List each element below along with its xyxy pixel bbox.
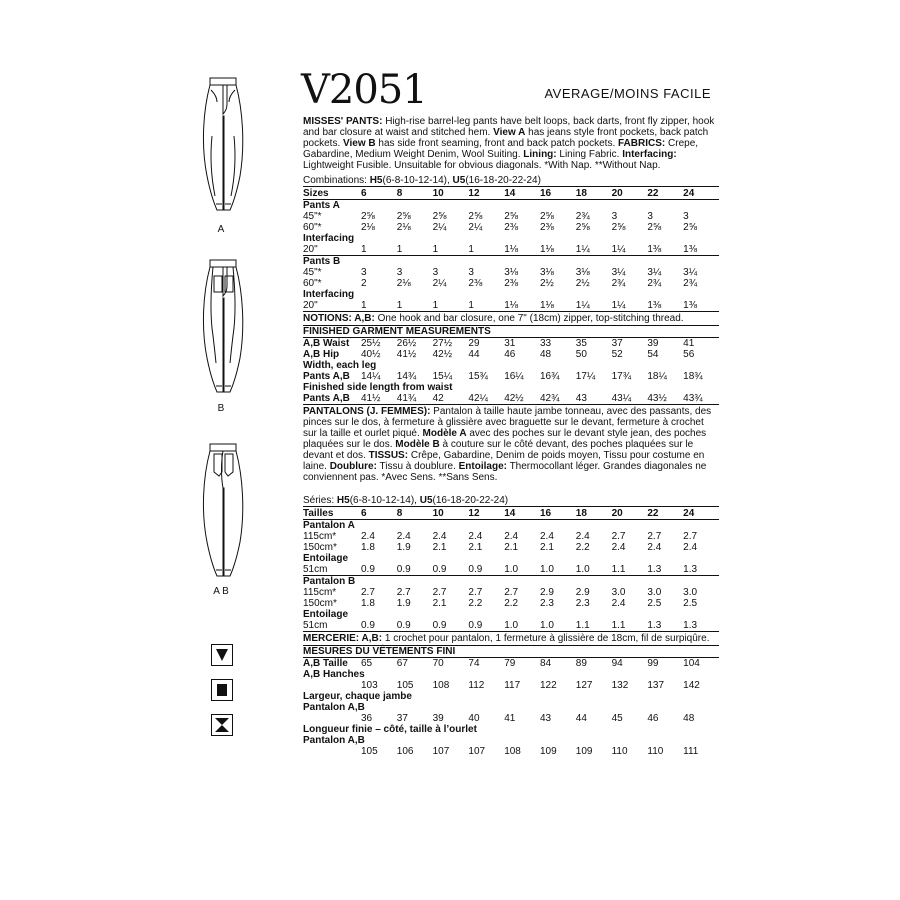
down-triangle-icon [211, 644, 233, 666]
measurements-table-en: A,B Waist 25½ 26½ 27½ 29 31 33 35 37 39 41 A,B Hip 40½ 41½ 42½ 44 46 48 50 52 54 56 Width, each leg Pants A,B 14¼ 14¾ 15¼ 15¾ 16¼ 16¾ 17¼ 17¾ 18¼ 18¾ Finished side length from waist Pants A,B 41½ 41¾ 42 42¼ 42½ 42¾ 43 43¼ 43½ 43¾ [303, 337, 719, 404]
fabric-symbols [211, 644, 235, 749]
yardage-table-en: Sizes 6 8 10 12 14 16 18 20 22 24 Pants A 45"* 2⅝ 2⅝ 2⅝ 2⅝ 2⅝ 2⅝ 2¾ 3 3 3 60"* 2⅛ 2⅛ 2¼ 2¼ 2⅜ 2⅜ 2⅝ 2⅝ 2⅝ 2⅝ Interfacing 20" 1 1 1 1 1⅛ 1⅛ 1¼ 1¼ 1⅜ 1⅜ Pants B 45"* 3 3 3 3 3⅛ 3⅛ 3⅛ 3¼ 3¼ 3¼ 60"* 2 2⅛ 2¼ 2⅜ 2⅜ 2½ 2½ 2¾ 2¾ 2¾ Interfacing 20" 1 1 1 1 1⅛ 1⅛ 1¼ 1¼ 1⅜ 1⅜ [303, 186, 719, 311]
combinations-en: Combinations: H5(6-8-10-12-14), U5(16-18-20-22-24) [303, 175, 541, 186]
measurements-title-fr: MESURES DU VÊTEMENTS FINI [303, 646, 456, 657]
view-b-drawing [195, 258, 250, 398]
pattern-info [303, 68, 719, 757]
description-fr: PANTALONS (J. FEMMES): Pantalon à taille haute jambe tonneau, avec des passants, des pinces sur le dos, à fermeture à glissière avec braguette sur le devant, fermeture à crochet sur la taille et ourlet piqué. Modèle A avec des poches sur le devant style jean, des poches plaquées sur le dos. Modèle B à couture sur le côté devant, des poches plaquées sur le devant et dos. TISSUS: Crêpe, Gabardine, Denim de poids moyen, Tissu pour costume en laine. Doublure: Tissu à doublure. Entoilage: Thermocollant léger. Grandes diagonales ne conviennent pas. *Avec Sens. **Sans Sens. [303, 404, 719, 483]
yardage-table-fr: Tailles 6 8 10 12 14 16 18 20 22 24 Pantalon A 115cm* 2.4 2.4 2.4 2.4 2.4 2.4 2.4 2.7 2.7 2.7 150cm* 1.8 1.9 2.1 2.1 2.1 2.1 2.2 2.4 2.4 2.4 Entoilage 51cm 0.9 0.9 0.9 0.9 1.0 1.0 1.0 1.1 1.3 1.3 Pantalon B 115cm* 2.7 2.7 2.7 2.7 2.7 2.9 2.9 3.0 3.0 3.0 150cm* 1.8 1.9 2.1 2.2 2.2 2.3 2.3 2.4 2.5 2.5 Entoilage 51cm 0.9 0.9 0.9 0.9 1.0 1.0 1.1 1.1 1.3 1.3 [303, 506, 719, 631]
series-fr: Séries: H5(6-8-10-12-14), U5(16-18-20-22-24) [303, 495, 509, 506]
view-a-drawing [195, 76, 250, 216]
view-b-label: B [217, 403, 225, 414]
description-en: MISSES' PANTS: High-rise barrel-leg pants have belt loops, back darts, front fly zipper, hook and bar closure at waist and stitched hem. View A has jeans style front pockets, back patch pockets. View B has side front seaming, front and back patch pockets. FABRICS: Crepe, Gabardine, Medium Weight Denim, Wool Suiting. Lining: Lining Fabric. Interfacing: Lightweight Fusible. Unsuitable for obvious diagonals. *With Nap. **Without Nap. [303, 116, 715, 171]
notions-en: NOTIONS: A,B: One hook and bar closure, one 7" (18cm) zipper, top-stitching thread. [303, 311, 719, 326]
notions-fr: MERCERIE: A,B: 1 crochet pour pantalon, 1 fermeture à glissière de 18cm, fil de surpiqûre. [303, 631, 719, 646]
view-ab-label: A B [213, 586, 229, 597]
pattern-number: V2051 [301, 67, 427, 113]
header [303, 68, 719, 116]
view-a-label: A [217, 224, 225, 235]
measurements-table-fr: A,B Taille 65 67 70 74 79 84 89 94 99 104 A,B Hanches 103 105 108 112 117 122 127 132 137 142 Largeur, chaque jambe Pantalon A,B 36 37 39 40 41 43 44 45 46 48 Longueur finie – côté, taille à l’ourlet Pantalon A,B 105 106 107 107 108 109 109 110 110 111 [303, 657, 719, 757]
square-icon [211, 679, 233, 701]
measurements-title-en: FINISHED GARMENT MEASUREMENTS [303, 326, 491, 337]
view-ab-back-drawing [195, 442, 250, 582]
hourglass-icon [211, 714, 233, 736]
difficulty-label: AVERAGE/MOINS FACILE [544, 86, 711, 101]
